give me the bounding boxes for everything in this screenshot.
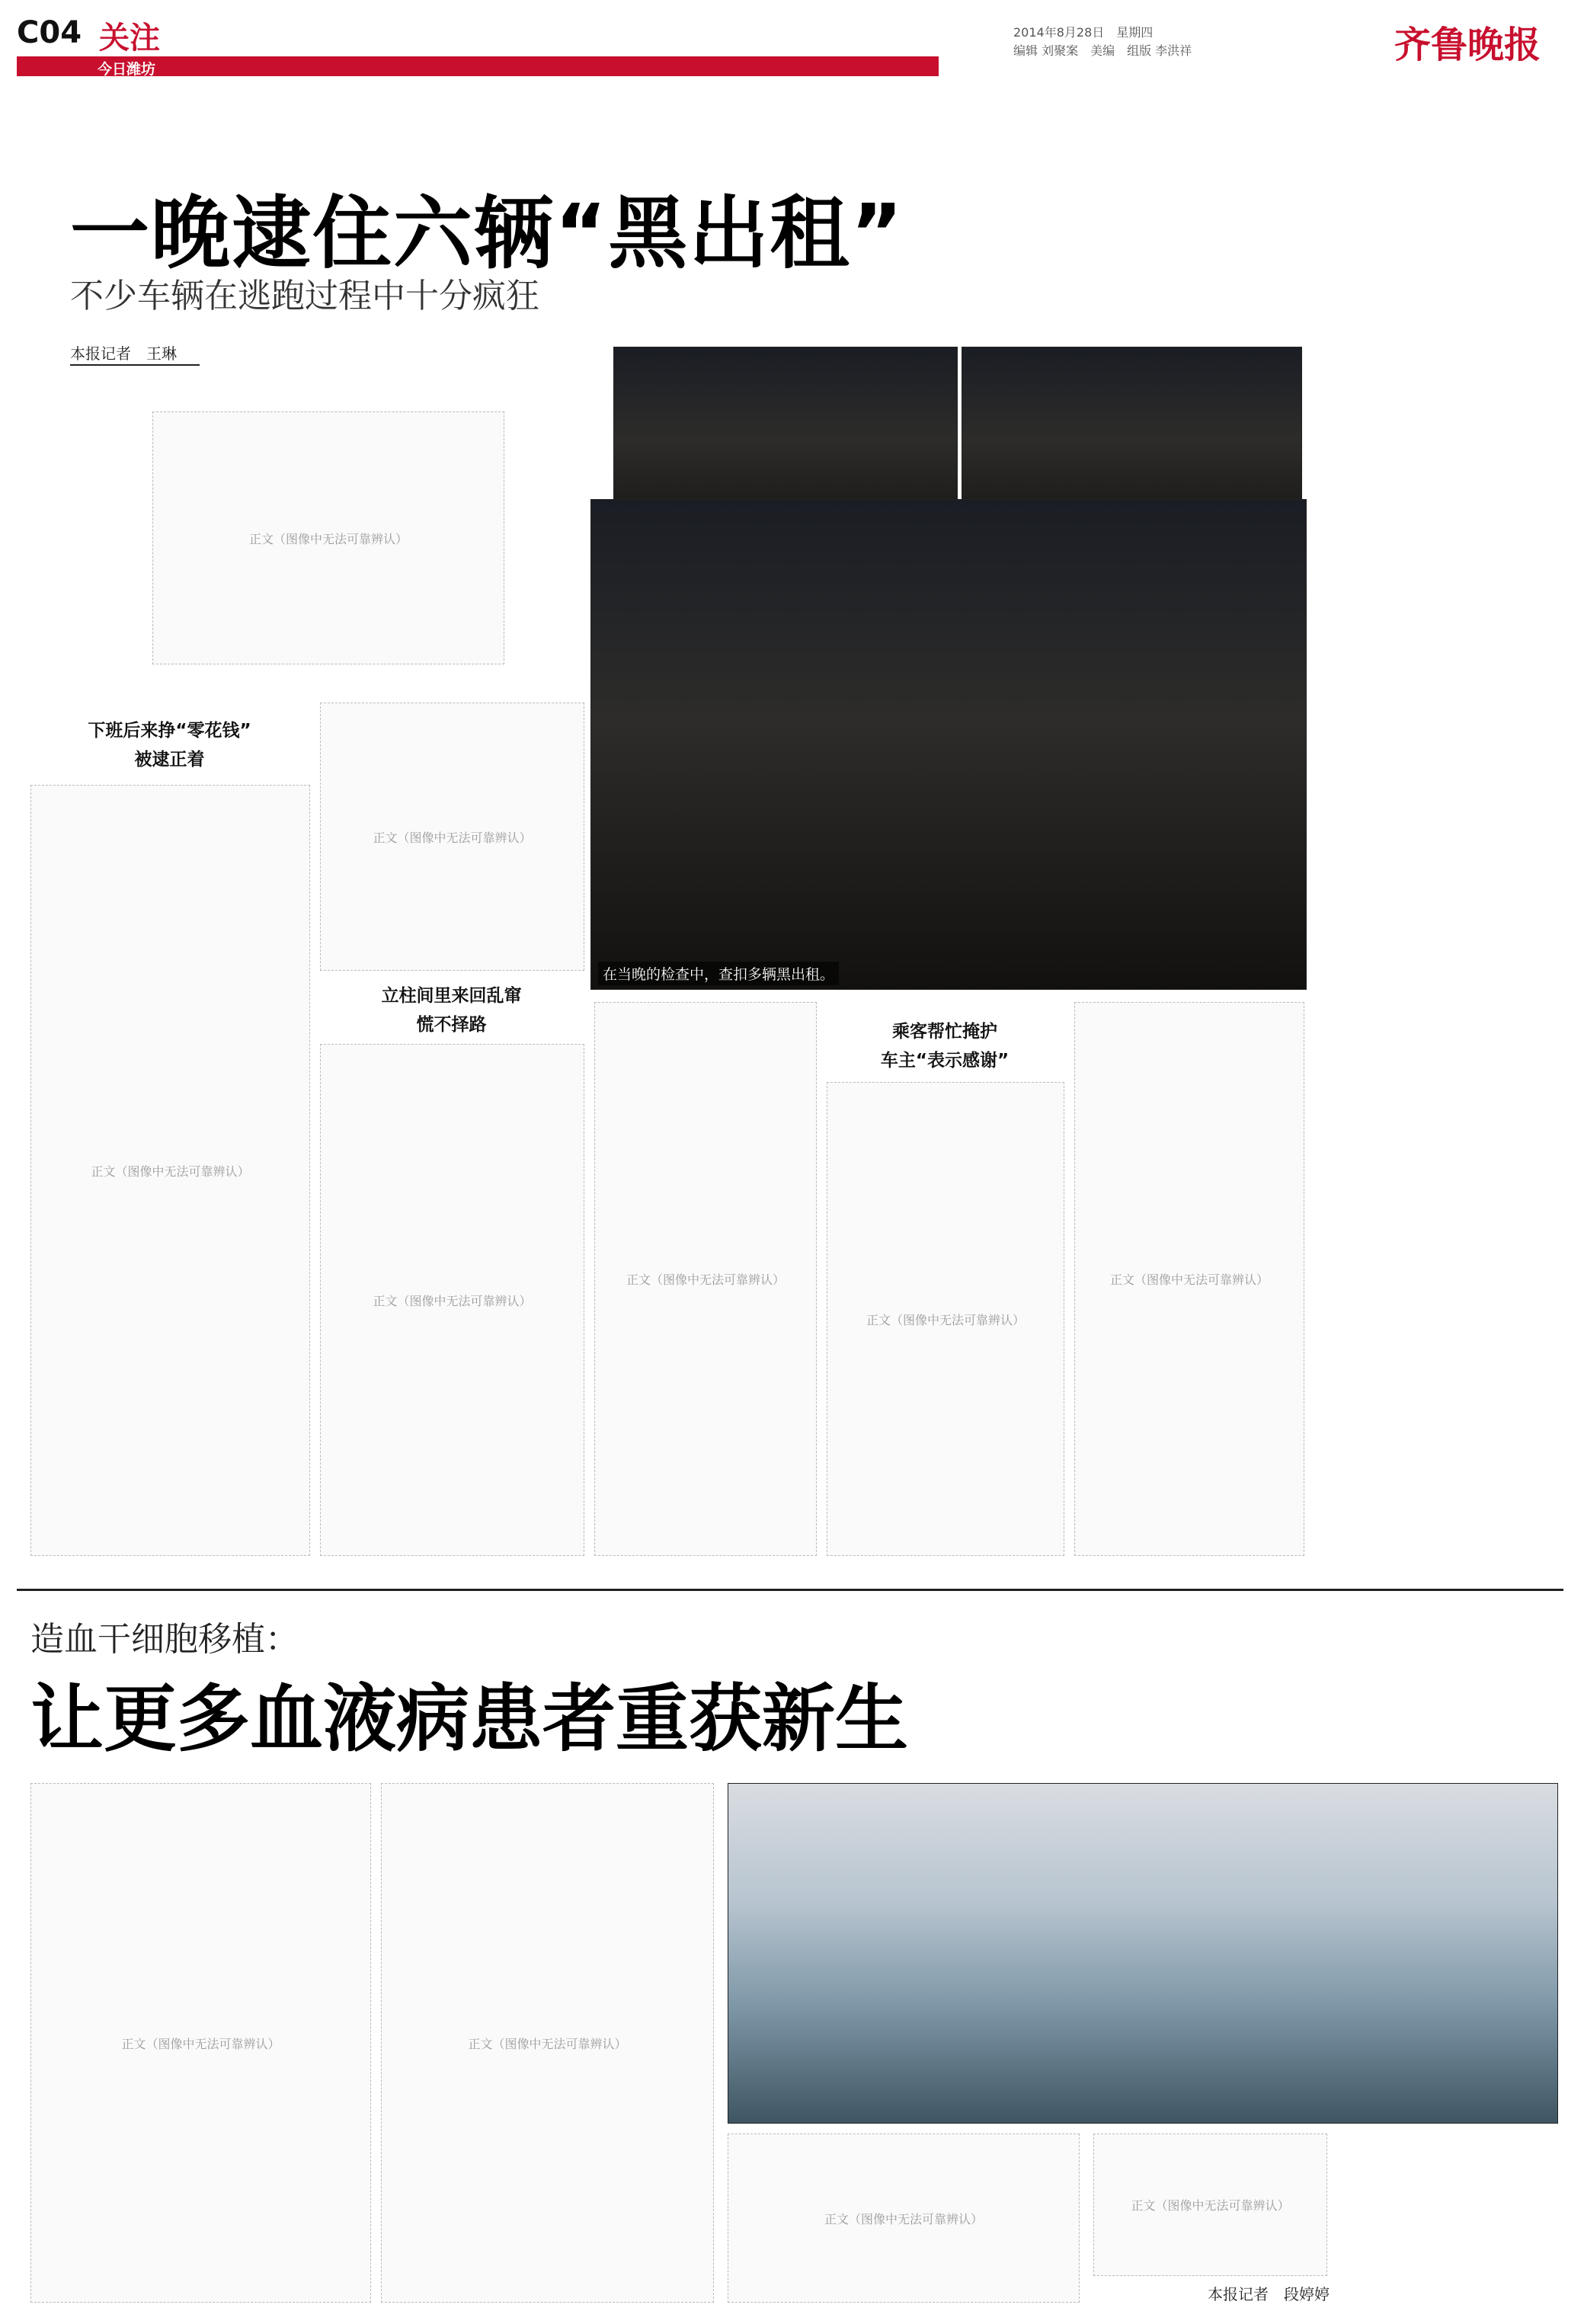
article1-lead: 正文（图像中无法可靠辨认） xyxy=(152,411,504,664)
photo-surgery xyxy=(728,1783,1558,2124)
paper-logo: 齐鲁晚报 xyxy=(1394,24,1541,66)
article-divider xyxy=(17,1589,1563,1591)
page-code: C04 xyxy=(17,15,82,50)
section-title-1: 下班后来挣“零花钱” 被逮正着 xyxy=(88,721,251,770)
section-name: 关注 xyxy=(99,21,160,56)
article2-headline: 让更多血液病患者重获新生 xyxy=(30,1676,908,1762)
article1-column2-bottom: 正文（图像中无法可靠辨认） xyxy=(320,1044,584,1556)
article2-column2: 正文（图像中无法可靠辨认） xyxy=(381,1783,714,2303)
sub-section-name: 今日潍坊 xyxy=(98,61,156,78)
article1-column5: 正文（图像中无法可靠辨认） xyxy=(1074,1002,1304,1556)
photo-main xyxy=(590,499,1307,990)
section-title-2: 立柱间里来回乱窜 慌不择路 xyxy=(381,986,522,1035)
section-title-3: 乘客帮忙掩护 车主“表示感谢” xyxy=(880,1022,1010,1071)
photo-caption: 在当晚的检查中，查扣多辆黑出租。 xyxy=(598,962,839,985)
editors-line: 编辑 刘聚案 美编 组版 李洪祥 xyxy=(1013,43,1192,58)
article2-byline: 本报记者 段婷婷 xyxy=(1208,2285,1330,2303)
date-line: 2014年8月28日 星期四 xyxy=(1013,25,1154,40)
article1-column4: 正文（图像中无法可靠辨认） xyxy=(827,1082,1064,1556)
article2-column3: 正文（图像中无法可靠辨认） xyxy=(728,2134,1080,2303)
article1-byline: 本报记者 王琳 xyxy=(70,344,177,363)
article1-subheadline: 不少车辆在逃跑过程中十分疯狂 xyxy=(70,277,539,315)
article2-kicker: 造血干细胞移植： xyxy=(30,1620,299,1659)
article2-column1: 正文（图像中无法可靠辨认） xyxy=(30,1783,371,2303)
article1-column2-top: 正文（图像中无法可靠辨认） xyxy=(320,703,584,971)
byline-rule xyxy=(70,364,200,366)
article1-column1: 正文（图像中无法可靠辨认） xyxy=(30,785,310,1556)
article1-headline: 一晚逮住六辆“黑出租” xyxy=(70,187,904,280)
article1-column3: 正文（图像中无法可靠辨认） xyxy=(594,1002,817,1556)
article2-column4: 正文（图像中无法可靠辨认） xyxy=(1093,2134,1327,2276)
